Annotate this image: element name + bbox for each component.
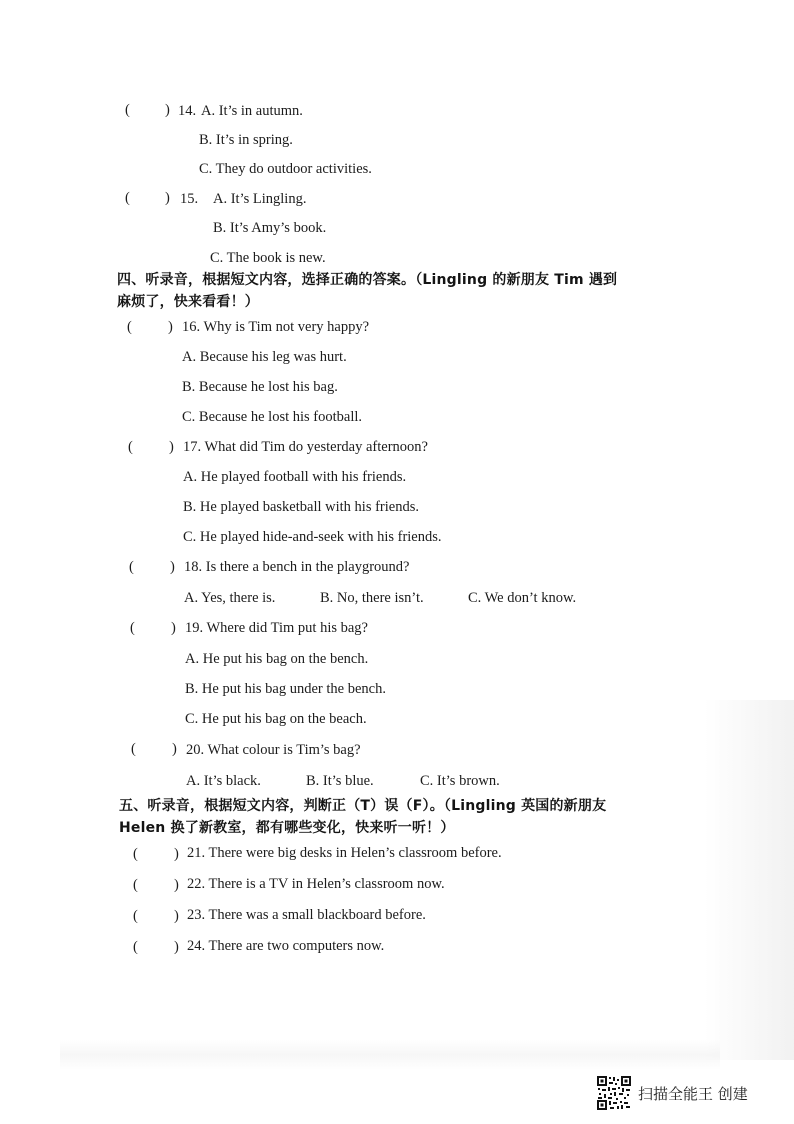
question-17-option-b: B. He played basketball with his friends.	[183, 499, 419, 515]
question-20-option-b: B. It’s blue.	[306, 773, 374, 789]
answer-bracket-open[interactable]: (	[131, 741, 136, 757]
question-14-option-a: A. It’s in autumn.	[201, 103, 303, 119]
answer-bracket-close: )	[168, 319, 173, 335]
question-17-option-c: C. He played hide-and-seek with his friends.	[183, 529, 442, 545]
scan-shadow	[704, 700, 794, 1060]
question-20-option-c: C. It’s brown.	[420, 773, 500, 789]
scanner-watermark	[596, 1075, 748, 1111]
answer-bracket-close: )	[169, 439, 174, 455]
question-19-option-b: B. He put his bag under the bench.	[185, 681, 386, 697]
answer-bracket-close: )	[165, 102, 170, 118]
question-14-option-c: C. They do outdoor activities.	[199, 161, 372, 177]
answer-bracket-close: )	[174, 908, 179, 924]
answer-bracket-open[interactable]: (	[128, 439, 133, 455]
answer-bracket-open[interactable]: (	[133, 908, 138, 924]
answer-bracket-open[interactable]: (	[125, 102, 130, 118]
question-18-option-a: A. Yes, there is.	[184, 590, 276, 606]
answer-bracket-close: )	[171, 620, 176, 636]
answer-bracket-close: )	[174, 846, 179, 862]
question-20-option-a: A. It’s black.	[186, 773, 261, 789]
answer-bracket-open[interactable]: (	[127, 319, 132, 335]
question-24-text: 24. There are two computers now.	[187, 938, 385, 954]
question-15-option-a: A. It’s Lingling.	[213, 191, 307, 207]
question-17-text: 17. What did Tim do yesterday afternoon?	[183, 439, 428, 455]
question-21-text: 21. There were big desks in Helen’s classroom before.	[187, 845, 502, 861]
section-five-heading-line1: 五、听录音，根据短文内容，判断正（T）误（F）。（Lingling 英国的新朋友	[119, 798, 607, 814]
question-16-option-c: C. Because he lost his football.	[182, 409, 363, 425]
question-14-number: 14.	[178, 103, 197, 119]
answer-bracket-open[interactable]: (	[133, 846, 138, 862]
question-17-option-a: A. He played football with his friends.	[183, 469, 407, 485]
answer-bracket-close: )	[165, 190, 170, 206]
section-five-heading-line2: Helen 换了新教室，都有哪些变化，快来听一听！）	[119, 820, 455, 836]
question-18-option-c: C. We don’t know.	[468, 590, 577, 606]
question-19-option-c: C. He put his bag on the beach.	[185, 711, 367, 727]
answer-bracket-open[interactable]: (	[130, 620, 135, 636]
answer-bracket-close: )	[174, 939, 179, 955]
question-19-text: 19. Where did Tim put his bag?	[185, 620, 368, 636]
answer-bracket-open[interactable]: (	[133, 939, 138, 955]
answer-bracket-close: )	[174, 877, 179, 893]
question-16-text: 16. Why is Tim not very happy?	[182, 319, 370, 335]
answer-bracket-open[interactable]: (	[129, 559, 134, 575]
question-15-option-c: C. The book is new.	[210, 250, 326, 266]
question-14-option-b: B. It’s in spring.	[199, 132, 293, 148]
scan-shadow	[60, 1040, 720, 1070]
qr-code-icon	[596, 1075, 632, 1111]
question-18-option-b: B. No, there isn’t.	[320, 590, 424, 606]
scanner-credit-text: 扫描全能王 创建	[638, 1084, 748, 1103]
answer-bracket-open[interactable]: (	[125, 190, 130, 206]
question-20-text: 20. What colour is Tim’s bag?	[186, 742, 361, 758]
question-16-option-a: A. Because his leg was hurt.	[182, 349, 347, 365]
section-four-heading-line2: 麻烦了，快来看看！）	[117, 294, 259, 310]
question-19-option-a: A. He put his bag on the bench.	[185, 651, 369, 667]
question-23-text: 23. There was a small blackboard before.	[187, 907, 426, 923]
question-18-text: 18. Is there a bench in the playground?	[184, 559, 410, 575]
question-22-text: 22. There is a TV in Helen’s classroom now.	[187, 876, 445, 892]
answer-bracket-close: )	[172, 741, 177, 757]
answer-bracket-close: )	[170, 559, 175, 575]
question-15-option-b: B. It’s Amy’s book.	[213, 220, 327, 236]
section-four-heading-line1: 四、听录音，根据短文内容，选择正确的答案。（Lingling 的新朋友 Tim 遇到	[117, 272, 618, 288]
question-15-number: 15.	[180, 191, 199, 207]
question-16-option-b: B. Because he lost his bag.	[182, 379, 338, 395]
answer-bracket-open[interactable]: (	[133, 877, 138, 893]
